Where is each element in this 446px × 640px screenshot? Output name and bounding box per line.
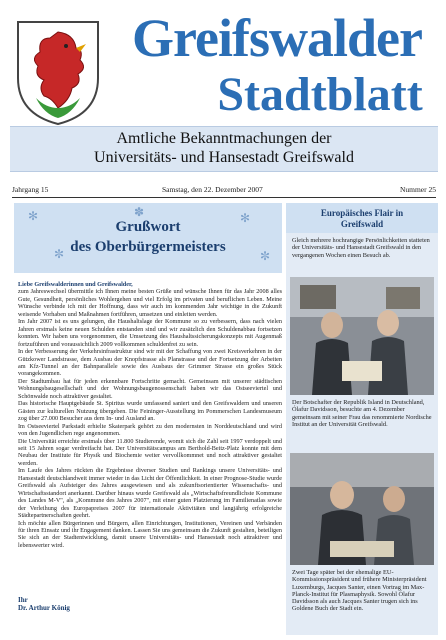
sidebar-text-intro: Gleich mehrere hochrangige Persönlichkeiten statteten der Universitäts- und Hansestadt Greifswald in den vergangenen Wochen einen Besuch ab. [292, 237, 430, 259]
greeting-heading-line2: des Oberbürgermeisters [70, 239, 226, 255]
issue-number: Nummer 25 [399, 185, 436, 194]
ambassador-photo [290, 277, 434, 395]
issue-date: Samstag, den 22. Dezember 2007 [162, 185, 263, 194]
greeting-heading-box [14, 203, 282, 273]
sidebar-heading: Europäisches Flair in [320, 208, 404, 218]
greeting-paragraph: Im Jahr 2007 ist es uns gelungen, die Haushaltslage der Kommune so zu verbessern, dass nach vielen Jahren erstmals keine neuen Schulden entstanden sind und wir zusätzlich den Schuldenabbau fortsetzen konnten. Wir haben uns vorgenommen, die Umsetzung des Haushaltssicherungskonzepts mit Augenmaß fortzuführen und voraussichtlich 2009 vollkommen schuldenfrei zu sein. [18, 318, 282, 348]
greeting-paragraph: Die Universität erreichte erstmals über 11.800 Studierende, womit sich die Zahl seit 1997 verdoppelt und seit 15 Jahren sogar verdreifacht hat. Der Universitätscampus am Berthold-Beitz-Platz konnte mit dem Neubau der Institute für Physik und Biochemie weiter vervollkommnet und noch attraktiver gestaltet werden. [18, 437, 282, 467]
masthead-title: Greifswalder [132, 8, 422, 68]
greeting-signature-block [18, 596, 70, 612]
greeting-paragraph: In der Verbesserung der Verkehrsinfrastruktur sind wir mit der Schaffung von zwei Kreisverkehren in der Gützkower Landstrasse, dem Ausbau der Knopfstrasse als Planstrasse und der Fortsetzung der Arbeiten am Kfz-Tunnel an der Bahnparallele sowie des Ausbaus der Grimmer Strasse ein großes Stück vorangekommen. [18, 348, 282, 378]
greeting-heading: Grußwort [115, 219, 181, 235]
issue-volume: Jahrgang 15 [12, 185, 49, 194]
snowflake-icon: ✼ [260, 249, 271, 263]
masthead-subtitle-line2: Universitäts- und Hansestadt Greifswald [94, 149, 354, 166]
greeting-article [14, 203, 282, 635]
issue-info-line [12, 183, 436, 198]
sidebar-article [286, 203, 438, 635]
sidebar-text-santer: Zwei Tage später bei der ehemalige EU-Kommissionspräsident und frühere Ministerpräsident Luxemburgs, Jacques Santer, einen Vortrag im Max-Planck-Institut für Plasmaphysik. Sowohl Ólafur Davidsson als auch Jacques Santer trugen sich ins Goldene Buch der Stadt ein. [292, 569, 427, 613]
snowflake-icon: ✼ [54, 247, 65, 261]
greeting-paragraph: Das historische Hauptgebäude St. Spiritus wurde umfassend saniert und den Greifswaldern und unseren Gästen zur kulturellen Nutzung übergeben. Die Feininger-Ausstellung im Pommerschen Landesmuseum zog über 27.000 Besucher aus dem In- und Ausland an. [18, 400, 282, 423]
greeting-paragraph: Im Ostseeviertel Parkstadt erhielte Skaterpark gehört zu den modernsten in Norddeutschland und wird von den Jugendlichen rege angenommen. [18, 422, 282, 438]
city-coat-of-arms-icon [14, 18, 102, 126]
greeting-signature: Dr. Arthur König [18, 604, 70, 612]
sidebar-heading-box [286, 203, 438, 233]
snowflake-icon: ✻ [28, 209, 39, 223]
greeting-salutation: Liebe Greifswalderinnen und Greifswalder, [18, 281, 133, 288]
greeting-signoff: Ihr [18, 596, 28, 604]
masthead-subtitle-line1: Amtliche Bekanntmachungen der [116, 130, 332, 147]
greeting-paragraph: Der Stadtumbau hat für jeden erkennbare Fortschritte gemacht. Gemeinsam mit unserer städtischen Wohnungsbaugesellschaft und der Wohnungsbaugenossenschaft haben wir das Ostseeviertel und Schönwalde noch attraktiver gestaltet. [18, 377, 282, 400]
snowflake-icon: ✻ [240, 211, 251, 225]
masthead [0, 0, 446, 180]
greeting-paragraph: Ich möchte allen Bürgerinnen und Bürgern, allen Einrichtungen, Institutionen, Vereinen und Verbänden für ihren Einsatz und ihr Engagement danken. Lassen Sie uns gemeinsam die Zukunft gestalten, beteiligen Sie sich an der Stadtentwicklung, damit unsere Universitäts- und Hansestadt noch attraktiver und lebenswerter wird. [18, 519, 282, 549]
snowflake-icon: ✽ [134, 205, 145, 219]
sidebar-text-ambassador: Der Botschafter der Republik Island in Deutschland, Ólafur Davidsson, besuchte am 4. Dezember gemeinsam mit seiner Frau das renommierte Nordische Institut an der Universität Greifswald. [292, 399, 432, 428]
greeting-paragraph: Im Laufe des Jahres rückten die Ergebnisse diverser Studien und Rankings unsere Universitäts- und Hansestadt deutschlandweit immer wieder in das Licht der Öffentlichkeit. In einer Prognose-Studie wurde Greifswald als Aufsteiger des Jahres ausgewiesen und als zukunftsorientierter Wissenschafts- und Wirtschaftsstandort anerkannt. Darüber hinaus wurde Greifswald als „Wirtschaftsfreundlichste Kommune des Landes M-V", als „Kommune des Jahres 2007", mit einer guten Platzierung im Familienatlas sowie der Verleihung des Europapreises 2007 für internationale Aktivitäten und langjährig erfolgreiche Städtepartnerschaften geehrt. [18, 467, 282, 520]
greeting-body [18, 281, 282, 549]
sidebar-heading-line2: Greifswald [340, 219, 384, 229]
masthead-subtitle-band [10, 126, 438, 172]
santer-photo [290, 453, 434, 565]
masthead-title-line2: Stadtblatt [217, 68, 423, 121]
greeting-paragraph: zum Jahreswechsel übermittle ich Ihnen meine besten Grüße und wünsche Ihnen für das Jahr 2008 alles Gute, Gesundheit, persönliches Wohlergehen und viel Erfolg im privaten und beruflichen Leben. Meine Wünsche verbinde ich mit der Hoffnung, dass wir auch im kommenden Jahr wichtige in die Zukunft weisende Vorhaben und Maßnahmen fortführen, umsetzen und einleiten werden. [18, 288, 282, 318]
